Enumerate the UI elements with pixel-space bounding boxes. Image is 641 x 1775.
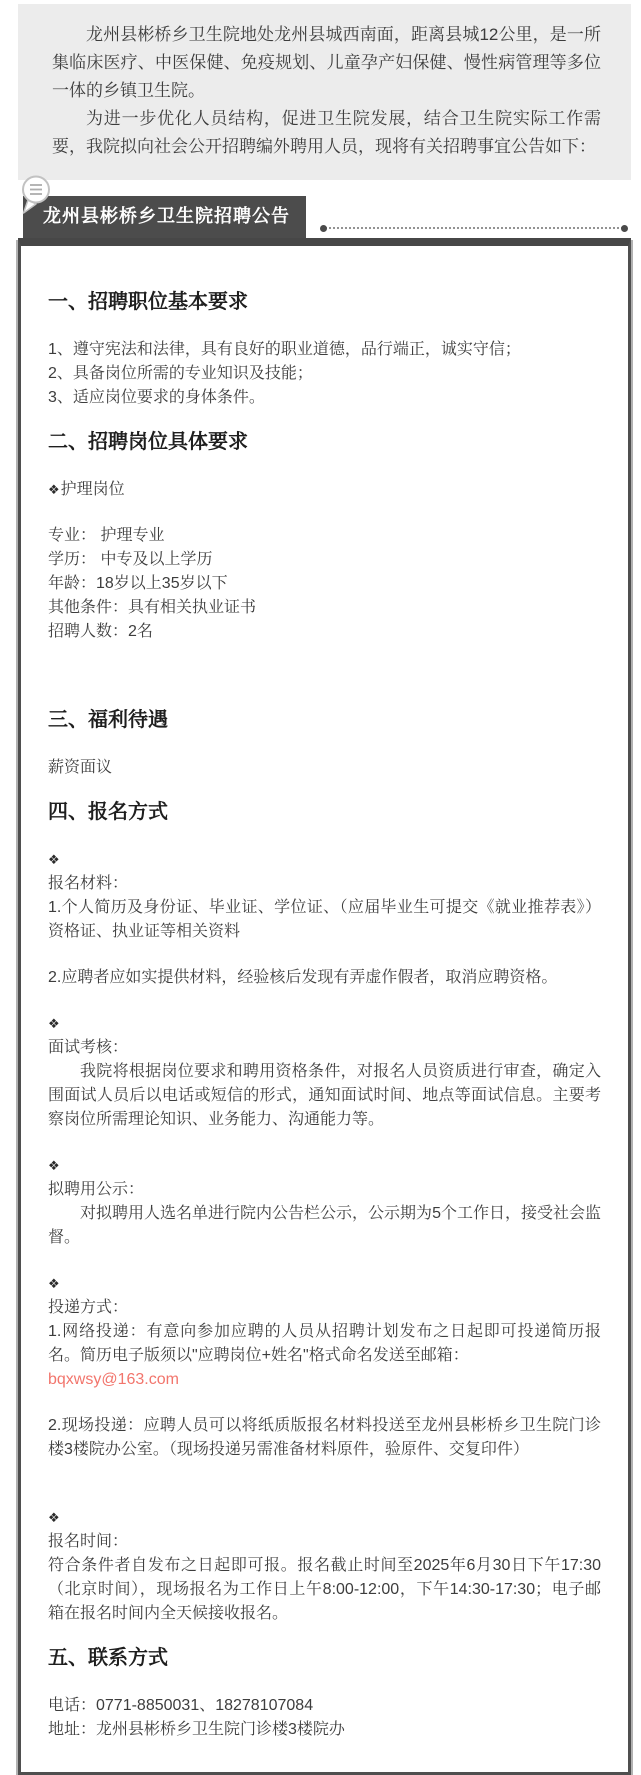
section-heading: 五、联系方式 <box>48 1647 168 1669</box>
spacer <box>48 944 601 966</box>
body-paragraph: 地址：龙州县彬桥乡卫生院门诊楼3楼院办 <box>48 1721 345 1738</box>
body-paragraph: 符合条件者自发布之日起即可报。报名截止时间至2025年6月30日下午17:30（北京时间），现场报名为工作日上午8:00-12:00，下午14:30-17:30；电子邮箱在报名时间内全天候接收报名。 <box>48 1557 601 1622</box>
announcement-body <box>18 238 631 1775</box>
section-heading: 三、福利待遇 <box>48 709 168 731</box>
announcement-header <box>18 196 631 238</box>
body-paragraph: 2.应聘者应如实提供材料，经验核后发现有弄虚作假者，取消应聘资格。 <box>48 969 558 986</box>
spacer <box>48 1484 601 1506</box>
body-paragraph: 报名时间： <box>48 1533 129 1550</box>
intro-paragraph: 龙州县彬桥乡卫生院地处龙州县城西南面，距离县城12公里，是一所集临床医疗、中医保健、免疫规划、儿童孕产妇保健、慢性病管理等多位一体的乡镇卫生院。 <box>52 25 601 100</box>
body-paragraph: 拟聘用公示： <box>48 1181 145 1198</box>
intro-panel <box>18 4 631 180</box>
body-paragraph: 面试考核： <box>48 1039 129 1056</box>
body-paragraph: 专业： 护理专业 <box>48 527 165 544</box>
spacer <box>48 644 601 666</box>
intro-paragraph: 为进一步优化人员结构，促进卫生院发展，结合卫生院实际工作需要，我院拟向社会公开招聘编外聘用人员，现将有关招聘事宜公告如下： <box>52 109 601 156</box>
body-paragraph: 报名材料： <box>48 875 129 892</box>
badge-title: 龙州县彬桥乡卫生院招聘公告 <box>43 205 290 226</box>
spacer <box>48 1132 601 1154</box>
spacer <box>48 990 601 1012</box>
spacer <box>48 1392 601 1414</box>
body-paragraph: 我院将根据岗位要求和聘用资格条件，对报名人员资质进行审查，确定入围面试人员后以电话或短信的形式，通知面试时间、地点等面试信息。主要考察岗位所需理论知识、业务能力、沟通能力等。 <box>48 1063 601 1128</box>
announcement-badge <box>23 196 306 239</box>
position-title-text: 护理岗位 <box>60 481 125 498</box>
body-paragraph: 投递方式： <box>48 1299 129 1316</box>
body-paragraph: 1、遵守宪法和法律，具有良好的职业道德，品行端正，诚实守信； <box>48 341 521 358</box>
position-title <box>48 478 601 502</box>
body-paragraph: 招聘人数：2名 <box>48 623 153 640</box>
body-paragraph: 薪资面议 <box>48 759 113 776</box>
section-heading: 四、报名方式 <box>48 801 168 823</box>
body-paragraph: 年龄：18岁以上35岁以下 <box>48 575 228 592</box>
body-paragraph: 学历： 中专及以上学历 <box>48 551 213 568</box>
spacer <box>48 1250 601 1272</box>
spacer <box>48 1462 601 1484</box>
spacer <box>48 666 601 688</box>
spacer <box>48 502 601 524</box>
section-heading: 二、招聘岗位具体要求 <box>48 431 248 453</box>
body-paragraph: 其他条件：具有相关执业证书 <box>48 599 257 616</box>
body-paragraph: 2.现场投递：应聘人员可以将纸质版报名材料投送至龙州县彬桥乡卫生院门诊楼3楼院办公室。（现场投递另需准备材料原件，验原件、交复印件） <box>48 1417 601 1458</box>
section-heading: 一、招聘职位基本要求 <box>48 291 248 313</box>
diamond-bullet-icon: ❖ <box>48 1158 60 1173</box>
body-paragraph: 1.网络投递：有意向参加应聘的人员从招聘计划发布之日起即可投递简历报名。简历电子版须以"应聘岗位+姓名"格式命名发送至邮箱： <box>48 1323 601 1364</box>
diamond-bullet-icon: ❖ <box>48 1510 60 1525</box>
body-paragraph: 2、具备岗位所需的专业知识及技能； <box>48 365 313 382</box>
diamond-bullet-icon: ❖ <box>48 1016 60 1031</box>
body-paragraph: 电话：0771-8850031、18278107084 <box>48 1697 314 1714</box>
dotted-divider <box>321 227 627 229</box>
diamond-bullet-icon: ❖ <box>48 852 60 867</box>
diamond-bullet-icon: ❖ <box>48 1276 60 1291</box>
diamond-bullet-icon: ❖ <box>48 482 60 497</box>
email-line <box>48 1368 601 1392</box>
body-paragraph: 3、适应岗位要求的身体条件。 <box>48 389 265 406</box>
email-link[interactable]: bqxwsy@163.com <box>48 1371 179 1388</box>
body-paragraph: 1.个人简历及身份证、毕业证、学位证、（应届毕业生可提交《就业推荐表》）资格证、执业证等相关资料 <box>48 899 601 940</box>
body-paragraph: 对拟聘用人选名单进行院内公告栏公示，公示期为5个工作日，接受社会监督。 <box>48 1205 601 1246</box>
